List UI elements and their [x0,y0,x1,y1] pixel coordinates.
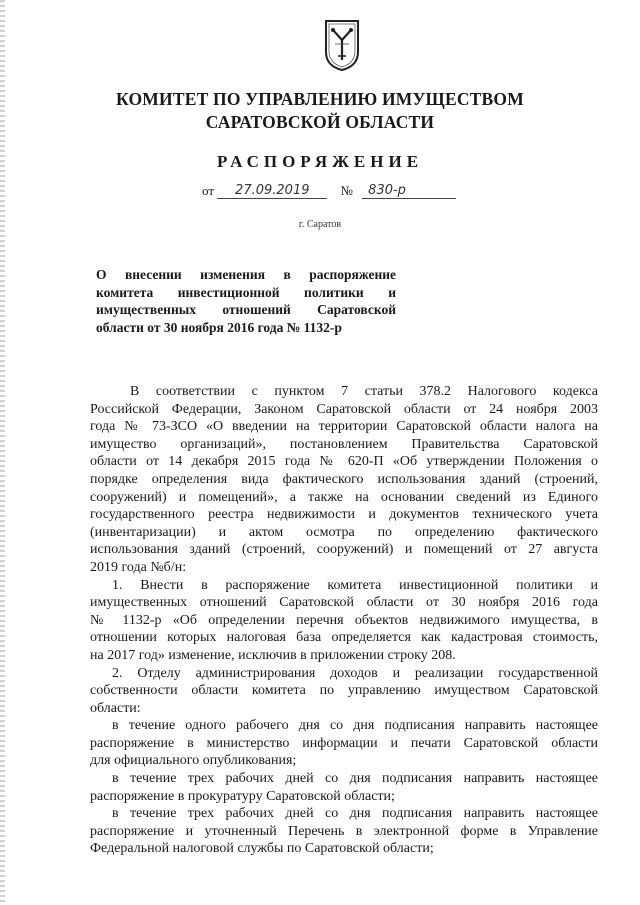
subject-line: имущественных отношений Саратовской [96,302,396,317]
handwritten-date: 27.09.2019 [217,183,327,199]
text-line: года № 73-ЗСО «О введении на территории Саратовской области налога на [90,419,598,435]
text-line: области: [90,700,141,716]
date-number-line [202,183,456,199]
text-line: отношении которых налоговая база определяется как кадастровая стоимость, [90,630,598,646]
subject-line: комитета инвестиционной политики и [96,284,396,300]
text-line: распоряжение в прокуратуру Саратовской области; [90,788,395,804]
preamble-paragraph [90,383,598,577]
text-line: порядке определения вида фактического использования зданий (строений, [90,471,598,487]
city-label: г. Саратов [298,219,342,230]
text-line: Федеральной налоговой службы по Саратовской области; [90,841,434,857]
text-line: В соответствии с пунктом 7 статьи 378.2 Налогового кодекса [130,384,598,399]
document-subject [96,266,396,336]
text-line: на 2017 год» изменение, исключив в приложении строку 208. [90,647,456,663]
text-line: имущество организаций», постановлением Правительства Саратовской [90,436,598,452]
text-line: (инвентаризации) и актом осмотра по определению фактического [90,524,598,540]
committee-line-2: САРАТОВСКОЙ ОБЛАСТИ [205,112,435,132]
text-line: Российской Федерации, Законом Саратовской области от 24 ноября 2003 [90,401,598,417]
number-prefix: № [340,183,353,198]
text-line: имущественных отношений Саратовской области от 30 ноября 2016 года [90,595,598,611]
text-line: собственности области комитета по управлению имуществом Саратовской [90,683,598,699]
subitem-publication-paragraph [90,717,598,770]
scan-edge [0,0,5,905]
date-prefix: от [202,183,215,198]
text-line: № 1132-р «Об определении перечня объектов недвижимого имущества, в [90,612,598,628]
text-line: области от 14 декабря 2015 года № 620-П «Об утверждении Положения о [90,454,598,470]
subitem-tax-service-paragraph [90,805,598,858]
text-line: для официального опубликования; [90,753,297,769]
text-line: 1. Внести в распоряжение комитета инвестиционной политики и [112,577,598,593]
subject-line: О внесении изменения в распоряжение [96,267,396,282]
subject-line: области от 30 ноября 2016 года № 1132-р [96,319,342,335]
item-2-paragraph [90,665,598,718]
text-line: в течение одного рабочего дня со дня подписания направить настоящее [112,718,598,734]
document-type: РАСПОРЯЖЕНИЕ [216,152,424,171]
committee-line-1: КОМИТЕТ ПО УПРАВЛЕНИЮ ИМУЩЕСТВОМ [116,89,524,109]
text-line: в течение трех рабочих дней со дня подписания направить настоящее [112,771,598,787]
item-1-paragraph [90,577,598,665]
coat-of-arms-icon [323,18,361,72]
text-line: государственного реестра недвижимости и документов технического учета [90,507,598,523]
text-line: использования зданий (строений, сооружений) и помещений от 27 августа [90,542,598,558]
text-line: сооружений) и помещений», а также на основании сведений из Единого [90,489,598,505]
text-line: 2019 года №б/н: [90,559,187,575]
document-body [90,383,598,858]
text-line: распоряжение в министерство информации и печати Саратовской области [90,735,598,751]
text-line: 2. Отделу администрирования доходов и реализации государственной [112,665,598,681]
text-line: в течение трех рабочих дней со дня подписания направить настоящее [112,806,598,822]
handwritten-number: 830-р [362,183,456,199]
committee-name [0,88,640,134]
subitem-prosecutor-paragraph [90,770,598,805]
text-line: распоряжение и уточненный Перечень в электронной форме в Управление [90,823,598,839]
